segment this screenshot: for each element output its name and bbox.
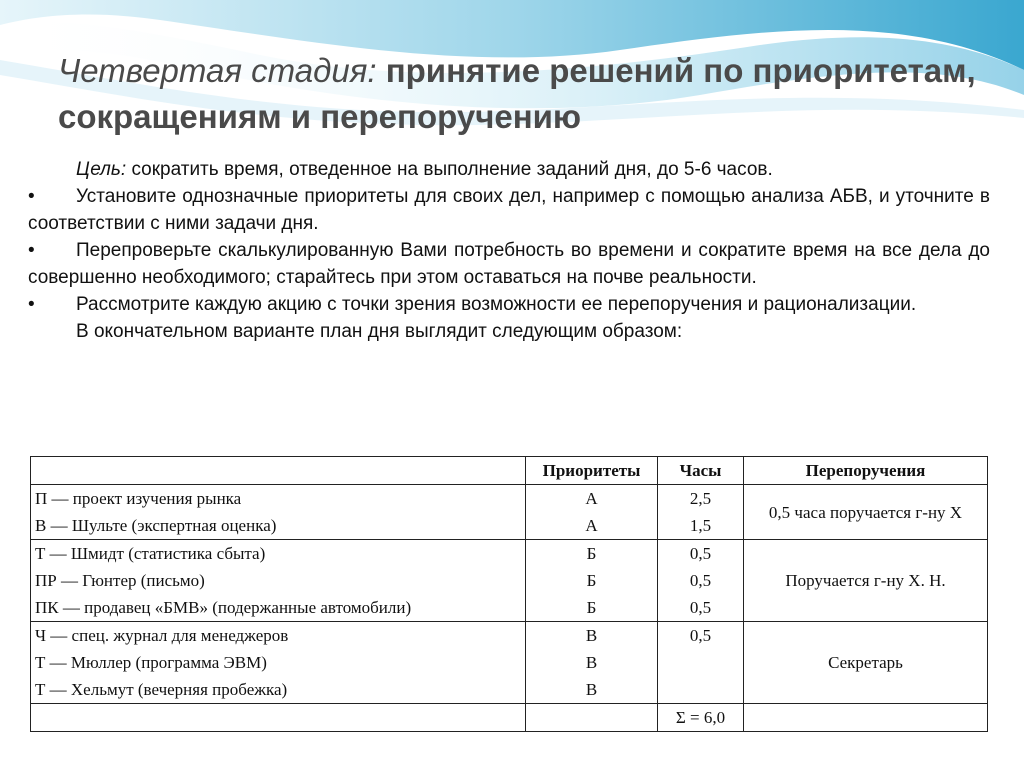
- priority-cell: А: [526, 512, 658, 540]
- day-plan-table: [30, 456, 988, 732]
- body-text: [28, 156, 990, 345]
- task-cell: Т — Шмидт (статистика сбыта): [31, 540, 526, 568]
- table-row: [31, 540, 988, 568]
- hours-cell: [658, 649, 744, 676]
- hours-cell: 0,5: [658, 622, 744, 650]
- total-row: [31, 704, 988, 732]
- header-delegation: Перепоручения: [744, 457, 988, 485]
- priority-cell: Б: [526, 567, 658, 594]
- header-hours: Часы: [658, 457, 744, 485]
- goal-paragraph: [28, 156, 990, 183]
- priority-cell: В: [526, 622, 658, 650]
- goal-label: Цель:: [76, 159, 127, 180]
- total-empty-cell: [526, 704, 658, 732]
- task-cell: П — проект изучения рынка: [31, 485, 526, 513]
- task-cell: ПК — продавец «БМВ» (подержанные автомобили): [31, 594, 526, 622]
- header-task: [31, 457, 526, 485]
- bullet-paragraph-1: [28, 183, 990, 237]
- priority-cell: Б: [526, 594, 658, 622]
- bullet-text-2: Перепроверьте скалькулированную Вами потребность во времени и сократите время на все дела до совершенно необходимого; старайтесь при этом оставаться на почве реальности.: [28, 240, 990, 288]
- priority-cell: В: [526, 649, 658, 676]
- bullet-symbol: •: [28, 186, 35, 207]
- bullet-text-1: Установите однозначные приоритеты для своих дел, например с помощью анализа АБВ, и уточните в соответствии с ними задачи дня.: [28, 186, 990, 234]
- title-lead: Четвертая стадия:: [58, 52, 377, 89]
- hours-cell: 0,5: [658, 540, 744, 568]
- task-cell: Ч — спец. журнал для менеджеров: [31, 622, 526, 650]
- hours-cell: 0,5: [658, 594, 744, 622]
- table-row: [31, 485, 988, 513]
- priority-cell: В: [526, 676, 658, 704]
- hours-cell: 1,5: [658, 512, 744, 540]
- header-priority: Приоритеты: [526, 457, 658, 485]
- bullet-text-3: Рассмотрите каждую акцию с точки зрения возможности ее перепоручения и рационализации.: [76, 294, 917, 315]
- bullet-symbol: •: [28, 240, 35, 261]
- hours-cell: 0,5: [658, 567, 744, 594]
- delegation-cell: 0,5 часа поручается г-ну Х: [744, 485, 988, 540]
- task-cell: Т — Мюллер (программа ЭВМ): [31, 649, 526, 676]
- task-cell: В — Шульте (экспертная оценка): [31, 512, 526, 540]
- total-hours-cell: Σ = 6,0: [658, 704, 744, 732]
- delegation-cell: Поручается г-ну Х. Н.: [744, 540, 988, 622]
- priority-cell: А: [526, 485, 658, 513]
- hours-cell: 2,5: [658, 485, 744, 513]
- total-empty-cell: [31, 704, 526, 732]
- bullet-symbol: •: [28, 294, 35, 315]
- task-cell: Т — Хельмут (вечерняя пробежка): [31, 676, 526, 704]
- bullet-paragraph-2: [28, 237, 990, 291]
- priority-cell: Б: [526, 540, 658, 568]
- title-main: принятие решений по приоритетам, сокращениям и перепоручению: [58, 52, 976, 135]
- hours-cell: [658, 676, 744, 704]
- total-empty-cell: [744, 704, 988, 732]
- table-row: [31, 622, 988, 650]
- table-header-row: [31, 457, 988, 485]
- delegation-cell: Секретарь: [744, 622, 988, 704]
- task-cell: ПР — Гюнтер (письмо): [31, 567, 526, 594]
- slide-title: [58, 48, 998, 140]
- closing-paragraph: В окончательном варианте план дня выглядит следующим образом:: [76, 321, 683, 342]
- bullet-paragraph-3: [28, 291, 990, 318]
- goal-text: сократить время, отведенное на выполнение заданий дня, до 5-6 часов.: [131, 159, 773, 180]
